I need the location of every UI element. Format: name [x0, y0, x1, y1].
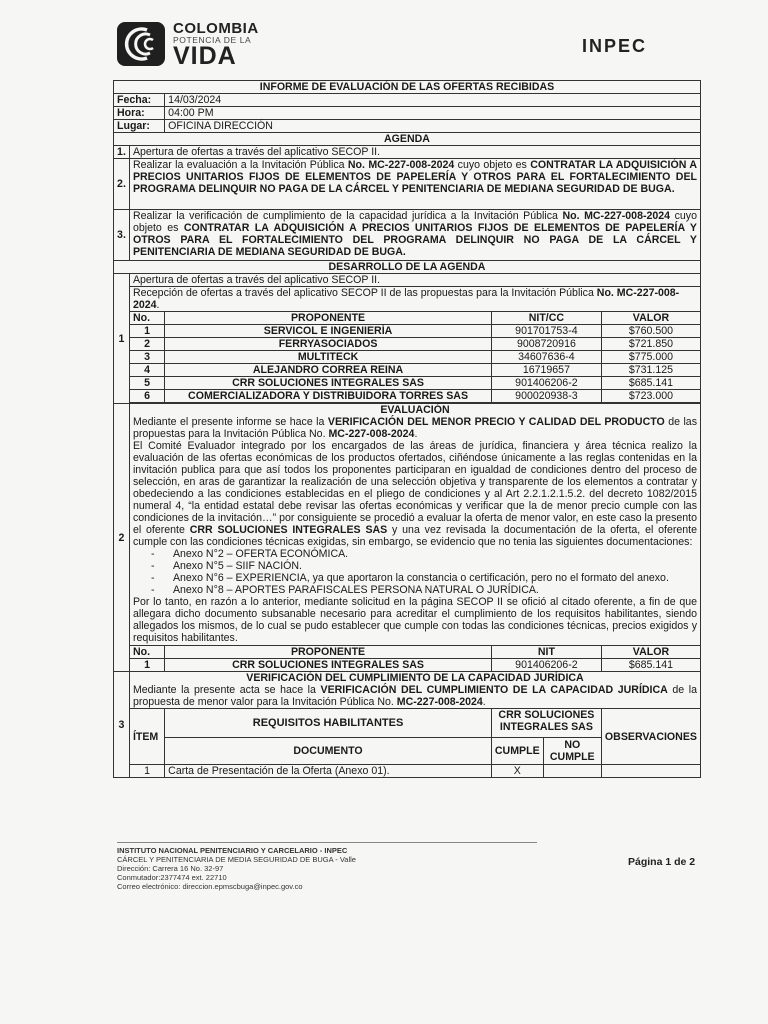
proponent-no: 4 [129, 364, 164, 377]
table-row [114, 364, 701, 377]
table-row [114, 338, 701, 351]
footer-institution: INSTITUTO NACIONAL PENITENCIARIO Y CARCELARIO - INPEC [117, 846, 348, 855]
footer-phone: Conmutador:2377474 ext. 22710 [117, 873, 227, 882]
list-item: - Anexo N°5 – SIIF NACIÓN. [173, 560, 697, 572]
agenda-title: AGENDA [114, 133, 701, 146]
agenda-item-text: Realizar la evaluación a la Invitación Pública No. MC-227-008-2024 cuyo objeto es CONTRATAR LA ADQUISICIÓN A PRECIOS UNITARIOS FIJOS DE ELEMENTOS DE PAPELERÍA Y OTROS PARA EL FORTALECIMIENTO DEL PROGRAMA DELINQUIR NO PAGA DE LA CÁRCEL Y PENITENCIARIA DE MEDIANA SEGURIDAD DE BUGA. [129, 159, 700, 210]
colombia-logo [117, 20, 287, 68]
proponent-nit: 34607636-4 [491, 351, 601, 364]
table-row [114, 390, 701, 403]
report-table [113, 80, 701, 778]
agenda-item-number: 2. [114, 159, 130, 210]
proponent-no: 2 [129, 338, 164, 351]
evaluation-paragraph: El Comité Evaluador integrado por los encargados de las áreas de jurídica, financiera y área técnica realizo la evaluación de las ofertas económicas de los productos ofertados, ciñéndose únicamente a las reglas contenidas en la invitación publica para que así todos los proponentes participaran en igualdad de condiciones dentro del proceso de selección, en aras de garantizar la realización de una selección objetiva y transparente de los elementos a contratar y obedeciendo a las condiciones establecidas en el pliego de condiciones y al Art 2.2.1.2.1.5.2. del decreto 1082/2015 numeral 4, “la entidad estatal debe revisar las ofertas económicas y verificar que la de menor precio cumple con las condiciones de la invitación…” por consiguiente se procedió a evaluar la oferta de menor valor, en este caso la presento el oferente CRR SOLUCIONES INTEGRALES SAS y una vez revisada la documentación de la oferta, el oferente cumple con las condiciones técnicas exigidas, sin embargo, se evidencio que no tenia las siguientes documentaciones: [132, 440, 697, 548]
req-doc-header: DOCUMENTO [165, 738, 492, 765]
proponent-nit: 900020938-3 [491, 390, 601, 403]
section-number: 2 [114, 404, 130, 672]
table-row [114, 325, 701, 338]
report-title: INFORME DE EVALUACIÓN DE LAS OFERTAS RECIBIDAS [114, 81, 701, 94]
section1-line1: Apertura de ofertas a través del aplicativo SECOP II. [129, 274, 700, 287]
agenda-item-number: 3. [114, 210, 130, 261]
logo-tagline-text: POTENCIA DE LA [173, 35, 252, 45]
req-cumple-header: CUMPLE [491, 738, 543, 765]
agenda-item-text: Realizar la verificación de cumplimiento de la capacidad jurídica a la Invitación Pública No. MC-227-008-2024 cuyo objeto es CONTRATAR LA ADQUISICIÓN A PRECIOS UNITARIOS FIJOS DE ELEMENTOS DE PAPELERÍA Y OTROS PARA EL FORTALECIMIENTO DEL PROGRAMA DELINQUIR NO PAGA DE LA CÁRCEL Y PENITENCIARIA DE MEDIANA SEGURIDAD DE BUGA. [129, 210, 700, 261]
capacity-paragraph: Mediante la presente acta se hace la VERIFICACIÓN DEL CUMPLIMIENTO DE LA CAPACIDAD JURÍDICA de la propuesta de menor valor para la Invitación Pública No. MC-227-008-2024. [132, 684, 697, 708]
table-row [114, 377, 701, 390]
proponent-nit: 16719657 [491, 364, 601, 377]
proponent-valor: $685.141 [601, 377, 700, 390]
footer [117, 846, 356, 891]
proponent-valor: $775.000 [601, 351, 700, 364]
col-header-no: No. [129, 646, 164, 659]
hora-value: 04:00 PM [165, 107, 701, 120]
capacity-title: VERIFICACIÓN DEL CUMPLIMIENTO DE LA CAPACIDAD JURÍDICA [246, 672, 584, 684]
logo-colombia-text: COLOMBIA [173, 20, 259, 37]
logo-vida-text: VIDA [173, 42, 237, 70]
winner-nit: 901406206-2 [491, 659, 601, 672]
evaluation-paragraph: Por lo tanto, en razón a lo anterior, mediante solicitud en la página SECOP II se ofició al citado oferente, a fin de que allegara dicho documento subsanable necesario para acreditar el cumplimiento de los requisitos habilitantes, siendo allegados los mismos, de lo cual se pudo establecer que cumple con todas las condiciones técnicas, precios exigidos y requisitos habilitantes. [132, 596, 697, 644]
req-company-header: CRR SOLUCIONES INTEGRALES SAS [491, 709, 601, 738]
report-table-wrapper [113, 80, 701, 825]
proponent-nit: 901701753-4 [491, 325, 601, 338]
proponent-valor: $721.850 [601, 338, 700, 351]
col-header-no: No. [129, 312, 164, 325]
proponent-nit: 901406206-2 [491, 377, 601, 390]
table-row [114, 659, 701, 672]
fecha-label: Fecha: [114, 94, 165, 107]
footer-divider [117, 842, 537, 843]
col-header-nit: NIT [491, 646, 601, 659]
req-observaciones [601, 765, 700, 778]
proponent-no: 3 [129, 351, 164, 364]
lugar-label: Lugar: [114, 120, 165, 133]
proponent-name: SERVICOL E INGENIERÍA [165, 325, 492, 338]
anexos-list [133, 548, 697, 596]
req-obs-header: OBSERVACIONES [601, 709, 700, 765]
req-cumple: X [491, 765, 543, 778]
agenda-item-number: 1. [114, 146, 130, 159]
req-item-header: ÍTEM [129, 709, 164, 765]
col-header-valor: VALOR [601, 646, 700, 659]
proponent-no: 1 [129, 325, 164, 338]
section-number: 1 [114, 274, 130, 404]
lugar-value: OFICINA DIRECCIÓN [165, 120, 701, 133]
list-item: - Anexo N°8 – APORTES PARAFISCALES PERSONA NATURAL O JURÍDICA. [173, 584, 697, 596]
proponent-no: 5 [129, 377, 164, 390]
proponent-name: MULTITECK [165, 351, 492, 364]
col-header-proponente: PROPONENTE [165, 312, 492, 325]
table-row [114, 765, 701, 778]
evaluation-block [129, 404, 700, 646]
hora-label: Hora: [114, 107, 165, 120]
proponent-nit: 9008720916 [491, 338, 601, 351]
col-header-valor: VALOR [601, 312, 700, 325]
req-item: 1 [129, 765, 164, 778]
req-document: Carta de Presentación de la Oferta (Anexo 01). [165, 765, 492, 778]
winner-valor: $685.141 [601, 659, 700, 672]
desarrollo-title: DESARROLLO DE LA AGENDA [114, 261, 701, 274]
list-item: - Anexo N°2 – OFERTA ECONÓMICA. [173, 548, 697, 560]
proponent-name: FERRYASOCIADOS [165, 338, 492, 351]
inpec-logo: INPEC [582, 36, 648, 56]
req-no-cumple-header: NO CUMPLE [543, 738, 601, 765]
section1-line2: Recepción de ofertas a través del aplicativo SECOP II de las propuestas para la Invitación Pública No. MC-227-008-2024. [129, 287, 700, 312]
section-number: 3 [114, 672, 130, 778]
table-row [114, 351, 701, 364]
colombia-logo-icon [117, 22, 165, 66]
winner-name: CRR SOLUCIONES INTEGRALES SAS [165, 659, 492, 672]
proponent-name: CRR SOLUCIONES INTEGRALES SAS [165, 377, 492, 390]
proponent-name: COMERCIALIZADORA Y DISTRIBUIDORA TORRES SAS [165, 390, 492, 403]
col-header-nit: NIT/CC [491, 312, 601, 325]
fecha-value: 14/03/2024 [165, 94, 701, 107]
proponent-valor: $760.500 [601, 325, 700, 338]
req-no-cumple [543, 765, 601, 778]
footer-address: Dirección: Carrera 16 No. 32-97 [117, 864, 224, 873]
proponent-name: ALEJANDRO CORREA REINA [165, 364, 492, 377]
proponent-valor: $731.125 [601, 364, 700, 377]
agenda-item-text: Apertura de ofertas a través del aplicativo SECOP II. [129, 146, 700, 159]
evaluation-title: EVALUACIÓN [380, 404, 450, 416]
list-item: - Anexo N°6 – EXPERIENCIA, ya que aportaron la constancia o certificación, pero no el formato del anexo. [173, 572, 697, 584]
evaluation-paragraph: Mediante el presente informe se hace la VERIFICACIÓN DEL MENOR PRECIO Y CALIDAD DEL PRODUCTO de las propuestas para la Invitación Pública No. MC-227-008-2024. [132, 416, 697, 440]
proponent-no: 6 [129, 390, 164, 403]
req-header: REQUISITOS HABILITANTES [165, 709, 492, 738]
proponent-valor: $723.000 [601, 390, 700, 403]
col-header-proponente: PROPONENTE [165, 646, 492, 659]
page-number: Página 1 de 2 [628, 856, 696, 868]
winner-no: 1 [129, 659, 164, 672]
footer-email: Correo electrónico: direccion.epmscbuga@inpec.gov.co [117, 882, 303, 891]
capacity-block [129, 672, 700, 709]
footer-establishment: CÁRCEL Y PENITENCIARIA DE MEDIA SEGURIDAD DE BUGA - Valle [117, 855, 356, 864]
